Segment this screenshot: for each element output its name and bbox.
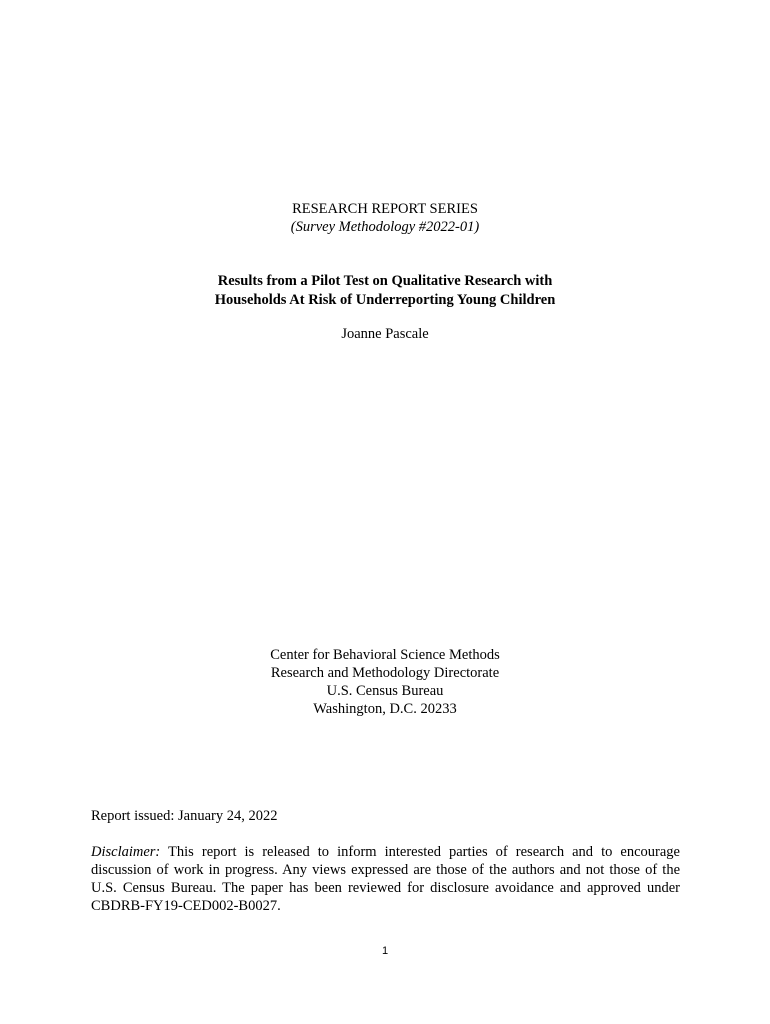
address-line-1: Center for Behavioral Science Methods [270, 647, 500, 663]
disclaimer-line-3: U.S. Census Bureau. The paper has been reviewed for disclosure avoidance and approved under [91, 880, 680, 896]
disclaimer-line-4: CBDRB-FY19-CED002-B0027. [91, 898, 281, 914]
report-series-number: (Survey Methodology #2022-01) [290, 219, 480, 235]
organization-address [0, 646, 770, 718]
report-title [0, 272, 770, 310]
report-issued-date: Report issued: January 24, 2022 [91, 808, 278, 824]
disclaimer-label: Disclaimer: [91, 844, 161, 860]
report-series-title: RESEARCH REPORT SERIES [292, 201, 478, 217]
address-line-2: Research and Methodology Directorate [270, 665, 500, 681]
page-number: 1 [381, 945, 389, 957]
address-line-3: U.S. Census Bureau [326, 683, 444, 699]
disclaimer-line-1 [91, 843, 680, 861]
author-name: Joanne Pascale [341, 326, 429, 342]
disclaimer-line-1-text: This report is released to inform interested parties of research and to encourage [168, 844, 680, 860]
report-title-line-2: Households At Risk of Underreporting Young Children [214, 292, 556, 308]
disclaimer-line-2: discussion of work in progress. Any views expressed are those of the authors and not those of the [91, 862, 680, 878]
disclaimer-paragraph [91, 843, 680, 915]
address-line-4: Washington, D.C. 20233 [313, 701, 457, 717]
report-title-line-1: Results from a Pilot Test on Qualitative Research with [217, 273, 553, 289]
